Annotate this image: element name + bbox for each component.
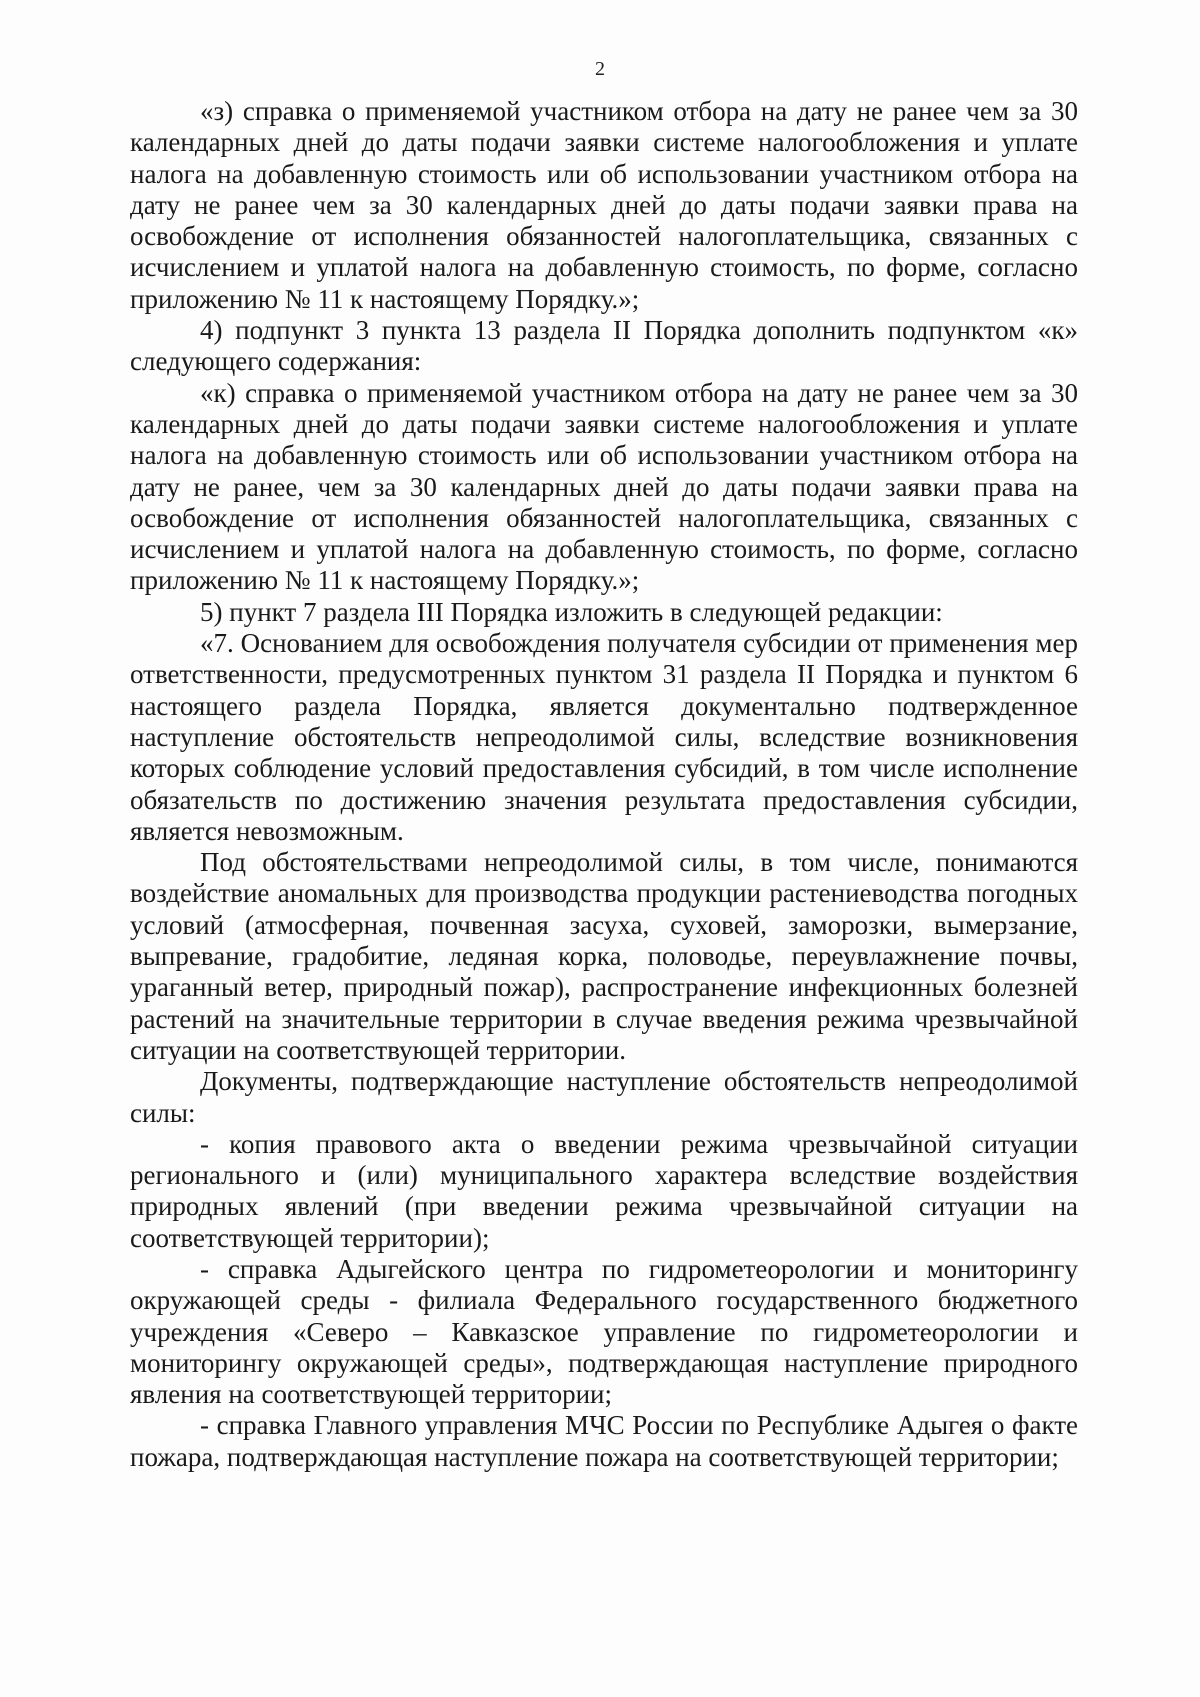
paragraph-k: «к) справка о применяемой участником отбора на дату не ранее чем за 30 календарных дней до даты подачи заявки системе налогообложения и уплате налога на добавленную стоимость или об использовании участником отбора на дату не ранее, чем за 30 календарных дней до даты подачи заявки права на освобождение от исполнения обязанностей налогоплательщика, связанных с исчислением и уплатой налога на добавленную стоимость, по форме, согласно приложению № 11 к настоящему Порядку.»; bbox=[130, 377, 1078, 596]
document-body bbox=[130, 96, 1078, 1473]
page-number: 2 bbox=[595, 58, 605, 80]
paragraph-7: «7. Основанием для освобождения получателя субсидии от применения мер ответственности, предусмотренных пунктом 31 раздела II Порядка и пунктом 6 настоящего раздела Порядка, является документально подтвержденное наступление обстоятельств непреодолимой силы, вследствие возникновения которых соблюдение условий предоставления субсидий, в том числе исполнение обязательств по достижению значения результата предоставления субсидии, является невозможным. bbox=[130, 628, 1078, 846]
paragraph-item-4: 4) подпункт 3 пункта 13 раздела II Порядка дополнить подпунктом «к» следующего содержания: bbox=[130, 315, 1078, 377]
list-item-mchs-certificate: - справка Главного управления МЧС России по Республике Адыгея о факте пожара, подтверждающая наступление пожара на соответствующей территории; bbox=[130, 1410, 1078, 1472]
paragraph-force-majeure: Под обстоятельствами непреодолимой силы, в том числе, понимаются воздействие аномальных для производства продукции растениеводства погодных условий (атмосферная, почвенная засуха, суховей, заморозки, вымерзание, выпревание, градобитие, ледяная корка, половодье, переувлажнение почвы, ураганный ветер, природный пожар), распространение инфекционных болезней растений на значительные территории в случае введения режима чрезвычайной ситуации на соответствующей территории. bbox=[130, 847, 1078, 1065]
paragraph-item-5: 5) пункт 7 раздела III Порядка изложить в следующей редакции: bbox=[200, 596, 943, 627]
paragraph-z: «з) справка о применяемой участником отбора на дату не ранее чем за 30 календарных дней до даты подачи заявки системе налогообложения и уплате налога на добавленную стоимость или об использовании участником отбора на дату не ранее чем за 30 календарных дней до даты подачи заявки права на освобождение от исполнения обязанностей налогоплательщика, связанных с исчислением и уплатой налога на добавленную стоимость, по форме, согласно приложению № 11 к настоящему Порядку.»; bbox=[130, 96, 1078, 314]
list-item-hydromet-certificate: - справка Адыгейского центра по гидрометеорологии и мониторингу окружающей среды - филиала Федерального государственного бюджетного учреждения «Северо – Кавказское управление по гидрометеорологии и мониторингу окружающей среды», подтверждающая наступление природного явления на соответствующей территории; bbox=[130, 1253, 1078, 1410]
list-item-legal-act: - копия правового акта о введении режима чрезвычайной ситуации регионального и (или) муниципального характера вследствие воздействия природных явлений (при введении режима чрезвычайной ситуации на соответствующей территории); bbox=[130, 1128, 1078, 1253]
paragraph-documents: Документы, подтверждающие наступление обстоятельств непреодолимой силы: bbox=[130, 1066, 1078, 1128]
